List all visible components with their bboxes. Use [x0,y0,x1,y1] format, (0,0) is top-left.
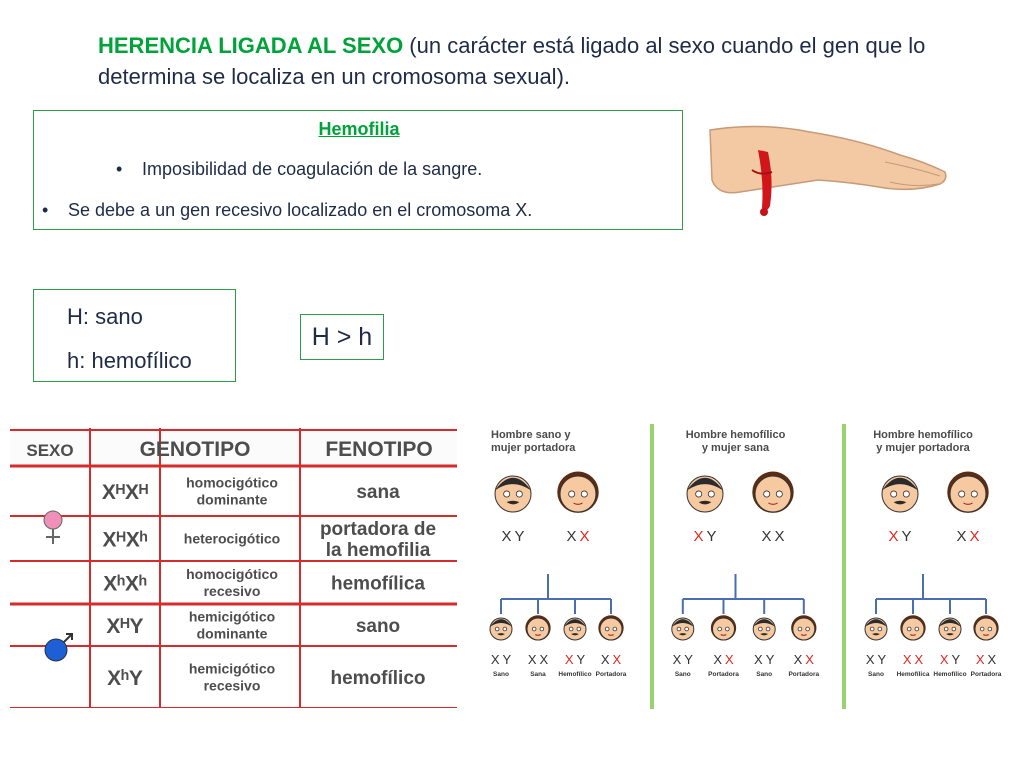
phenotype-cell: hemofílico [330,668,426,689]
phenotype-cell: sano [355,616,401,637]
pedigree-tree-lines [876,574,986,614]
phenotype-cell: sana [356,482,400,503]
pedigree-title: y mujer portadora [876,442,970,454]
pedigree-title: Hombre hemofílico [685,429,786,441]
zygosity-cell: homocigótico [186,566,278,582]
child-face-icon [753,618,775,640]
father-chromosomes: X Y [888,528,912,545]
dominance-box: H > h [300,314,384,360]
zygosity-cell: recesivo [203,583,261,599]
child-face-icon [711,615,736,640]
phenotype-cell: hemofílica [331,573,425,595]
child-chromosomes: X Y [564,652,586,667]
genotype-cell: XʰY [107,667,143,690]
child-phenotype-label: Hemofílico [933,671,967,678]
pedigree-panel-2 [663,424,828,709]
child-phenotype-label: Sano [674,671,691,678]
child-phenotype-label: Portadora [788,671,820,678]
child-chromosomes: X Y [865,652,887,667]
child-phenotype-label: Sano [868,671,884,678]
genotype-cell: XʰXʰ [103,572,147,596]
pedigree-title: Hombre hemofílico [873,429,973,441]
title-description: (un carácter está ligado al sexo cuando el gen que lo determina se localiza en un cromosoma sexual). [98,33,926,89]
child-face-icon [490,618,512,640]
zygosity-cell: homocigótico [186,474,278,491]
allele-hemofilico: h: hemofílico [67,348,192,373]
genotype-table [10,428,457,708]
child-phenotype-label: Portadora [595,671,627,678]
hemofilia-box [33,110,683,230]
zygosity-cell: hemicigótico [188,660,276,677]
zygosity-cell: recesivo [203,677,261,694]
child-face-icon [939,618,961,640]
child-face-icon [672,618,694,640]
father-face-icon [495,476,531,512]
child-face-icon [791,615,816,640]
bullet-icon: • [116,159,123,179]
child-phenotype-label: Hemofílico [558,671,592,678]
child-chromosomes: X X [600,652,622,667]
mother-chromosomes: X X [566,528,590,545]
mother-face-icon [557,472,598,513]
mother-face-icon [752,472,793,513]
child-chromosomes: X Y [490,652,512,667]
table-header-genotipo: GENOTIPO [139,438,251,461]
bullet-text: Se debe a un gen recesivo localizado en el cromosoma X. [68,200,533,220]
child-phenotype-label: Sano [493,671,509,678]
child-phenotype-label: Portadora [970,671,1002,678]
hemofilia-bullet-1 [116,159,482,180]
pedigree-title: mujer portadora [491,442,576,454]
father-face-icon [882,476,918,512]
child-chromosomes: X Y [939,652,961,667]
panel-divider [842,424,846,709]
child-chromosomes: X X [713,652,734,667]
child-face-icon [525,615,550,640]
slide-title [98,30,978,92]
hemofilia-bullet-2 [42,200,532,221]
zygosity-cell: hemicigótico [188,608,276,625]
child-chromosomes: X X [902,652,924,667]
child-face-icon [865,618,887,640]
bleeding-arm-image [700,110,950,220]
child-face-icon [598,615,623,640]
child-face-icon [973,615,998,640]
genotype-cell: XᴴXᴴ [101,481,149,504]
phenotype-cell: la hemofilia [325,540,431,561]
father-chromosomes: X Y [693,528,717,545]
hemofilia-heading: Hemofilia [318,119,400,139]
child-chromosomes: X Y [672,652,693,667]
zygosity-cell: heterocigótico [183,530,281,547]
zygosity-cell: dominante [196,491,268,508]
genotype-cell: XᴴXʰ [102,528,148,552]
child-chromosomes: X X [793,652,814,667]
father-face-icon [687,476,723,512]
panel-divider [650,424,654,709]
child-phenotype-label: Sana [530,671,546,678]
zygosity-cell: dominante [196,625,268,642]
mother-chromosomes: X X [956,528,980,545]
child-chromosomes: X X [527,652,549,667]
bullet-text: Imposibilidad de coagulación de la sangre. [142,159,483,179]
mother-face-icon [947,472,988,513]
mother-chromosomes: X X [761,528,785,545]
pedigree-tree-lines [683,574,804,614]
table-header-fenotipo: FENOTIPO [325,438,433,461]
child-phenotype-label: Hemofílica [896,671,930,678]
child-chromosomes: X X [975,652,997,667]
table-header-sexo: SEXO [26,441,74,460]
child-phenotype-label: Sano [756,671,773,678]
pedigree-panel-3 [858,424,1008,709]
father-chromosomes: X Y [501,528,525,545]
pedigree-tree-lines [501,574,611,614]
allele-sano: H: sano [67,304,143,329]
child-chromosomes: X Y [754,652,775,667]
bullet-icon: • [42,200,49,220]
pedigree-panel-1 [483,424,633,709]
pedigree-title: y mujer sana [701,442,770,454]
child-face-icon [564,618,586,640]
genotype-cell: XᴴY [106,615,144,638]
child-face-icon [900,615,925,640]
pedigree-title: Hombre sano y [491,429,571,441]
title-keyword: HERENCIA LIGADA AL SEXO [98,33,404,58]
allele-legend-box [33,289,236,382]
phenotype-cell: portadora de [319,519,437,540]
child-phenotype-label: Portadora [708,671,739,678]
